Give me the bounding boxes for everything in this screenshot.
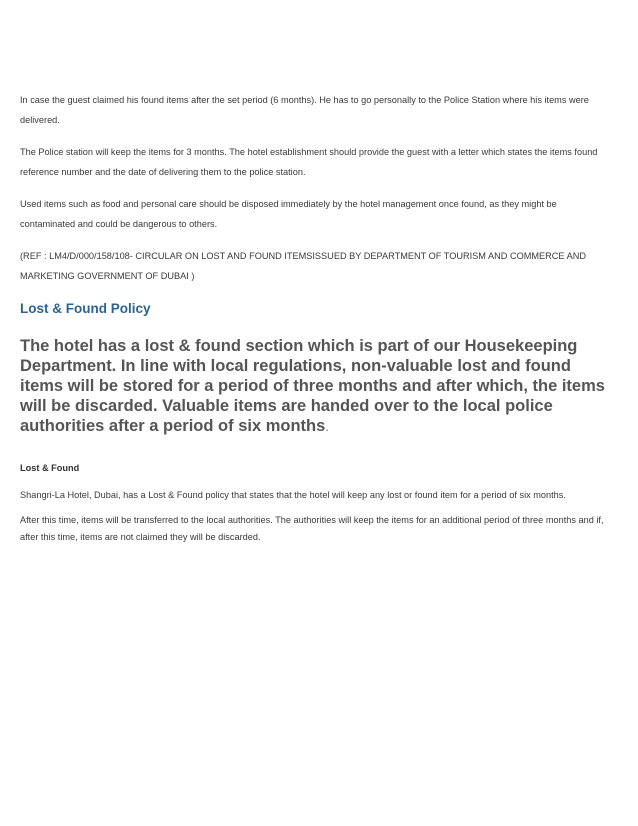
lost-found-heading: Lost & Found (20, 463, 80, 473)
policy-lead-text: The hotel has a lost & found section which is part of our Housekeeping Department. In line with local regulations, non-valuable lost and found items will be stored for a period of three months and after which, the items will be discarded. Valuable items are handed over to the local police authorities after a period of six months (20, 337, 605, 435)
lost-found-para-1: Shangri-La Hotel, Dubai, has a Lost & Found policy that states that the hotel will keep any lost or found item for a period of six months. (20, 490, 566, 500)
policy-lead (20, 336, 612, 437)
lost-found-para-2: After this time, items will be transferred to the local authorities. The authorities will keep the items for an additional period of three months and if, after this time, items are not claimed they will be discarded. (20, 515, 604, 542)
section-title-policy: Lost & Found Policy (20, 301, 151, 316)
paragraph-police-station: The Police station will keep the items for 3 months. The hotel establishment should provide the guest with a letter which states the items found reference number and the date of delivering them to the police station. (20, 147, 598, 177)
paragraph-used-items: Used items such as food and personal care should be disposed immediately by the hotel management once found, as they might be contaminated and could be dangerous to others. (20, 199, 557, 229)
paragraph-reference: (REF : LM4/D/000/158/108- CIRCULAR ON LOST AND FOUND ITEMSISSUED BY DEPARTMENT OF TOURISM AND COMMERCE AND MARKETING GOVERNMENT OF DUBAI ) (20, 251, 587, 281)
document-body (20, 90, 612, 554)
policy-lead-end: . (325, 420, 329, 434)
paragraph-guest-claim: In case the guest claimed his found items after the set period (6 months). He has to go personally to the Police Station where his items were delivered. (20, 95, 589, 125)
